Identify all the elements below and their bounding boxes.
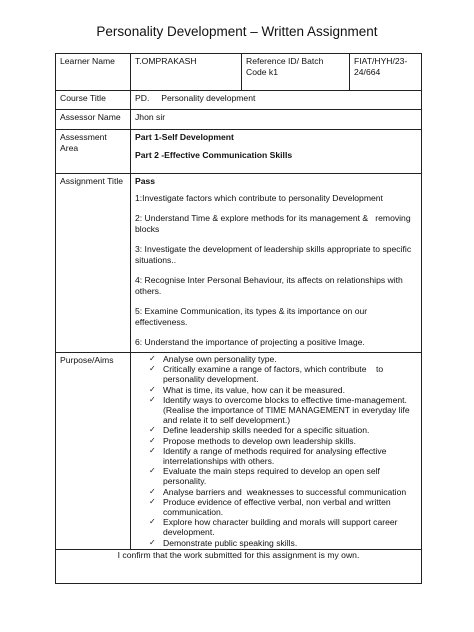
objective-1: 1:Investigate factors which contribute to personality Development	[135, 193, 383, 203]
aim-item: ✓ Produce evidence of effective verbal, non verbal and written communication.	[149, 496, 391, 518]
check-icon: ✓	[149, 537, 156, 547]
aim-item: ✓ Propose methods to develop own leadership skills.	[149, 435, 356, 446]
assessment-area-row	[56, 130, 422, 174]
aim-item: ✓ Analyse own personality type.	[149, 354, 277, 364]
aim-item: ✓ What is time, its value, how can it be measured.	[149, 384, 345, 395]
confirmation-text: I confirm that the work submitted for this assignment is my own.	[117, 549, 360, 560]
aim-item: ✓ Explore how character building and morals will support career development.	[149, 517, 398, 538]
confirmation-statement	[56, 549, 422, 583]
check-icon: ✓	[149, 486, 156, 496]
check-icon: ✓	[149, 384, 156, 394]
course-title-label: Course Title	[56, 91, 131, 110]
document-title: Personality Development – Written Assignment	[96, 24, 378, 39]
assignment-form-table	[55, 53, 422, 584]
assessor-name-value: Jhon sir	[131, 110, 422, 130]
objective-4: 4: Recognise Inter Personal Behaviour, its affects on relationships with others.	[135, 275, 403, 296]
reference-id-value: FIAT/HYH/23-24/664	[350, 54, 422, 91]
purpose-aims-value	[131, 353, 422, 550]
check-icon: ✓	[149, 354, 156, 363]
assignment-row	[56, 174, 422, 353]
check-icon: ✓	[149, 496, 156, 506]
objective-5: 5: Examine Communication, its types & its importance on our effectiveness.	[135, 306, 368, 327]
check-icon: ✓	[149, 445, 156, 455]
assessment-area-label: Assessment Area	[56, 130, 131, 174]
reference-id-label: Reference ID/ Batch Code k1	[242, 54, 350, 91]
aim-item: ✓ Identify ways to overcome blocks to effective time-management. (Realise the importance of TIME MANAGEMENT in everyday life and relate it to self development.)	[149, 394, 410, 426]
check-icon: ✓	[149, 466, 156, 476]
objective-2: 2: Understand Time & explore methods for its management & removing blocks	[135, 213, 413, 234]
aim-item: ✓ Evaluate the main steps required to develop an open self personality.	[149, 466, 380, 487]
assignment-title-value	[131, 174, 422, 353]
aim-item: ✓ Critically examine a range of factors, which contribute to personality development.	[149, 364, 386, 385]
part-2-label: Part 2 -Effective Communication Skills	[135, 150, 293, 160]
objective-3: 3: Investigate the development of leadership skills appropriate to specific situations..	[135, 244, 412, 265]
learner-name-label: Learner Name	[56, 54, 131, 91]
objective-6: 6: Understand the importance of projecting a positive Image.	[135, 337, 365, 347]
course-title-value: PD. Personality development	[131, 91, 422, 110]
aim-item: ✓ Analyse barriers and weaknesses to successful communication	[149, 486, 407, 497]
aim-item: ✓ Demonstrate public speaking skills.	[149, 537, 298, 548]
aims-list	[135, 354, 417, 548]
confirmation-row	[56, 549, 422, 583]
check-icon: ✓	[149, 394, 156, 404]
purpose-aims-label: Purpose/Aims	[56, 353, 131, 550]
assignment-title-label: Assignment Title	[56, 174, 131, 353]
check-icon: ✓	[149, 435, 156, 445]
learner-row	[56, 54, 422, 91]
aim-item: ✓ Identify a range of methods required for analysing effective interrelationships with others.	[149, 445, 387, 467]
aims-row	[56, 353, 422, 550]
check-icon: ✓	[149, 425, 156, 435]
pass-status: Pass	[135, 176, 156, 186]
assessor-row	[56, 110, 422, 130]
learner-name-value: T.OMPRAKASH	[131, 54, 242, 91]
part-1-label: Part 1-Self Development	[135, 132, 234, 142]
assessment-area-value	[131, 130, 422, 174]
check-icon: ✓	[149, 517, 156, 527]
check-icon: ✓	[149, 364, 156, 374]
course-row	[56, 91, 422, 110]
aim-item: ✓ Define leadership skills needed for a specific situation.	[149, 425, 370, 436]
assessor-name-label: Assessor Name	[56, 110, 131, 130]
